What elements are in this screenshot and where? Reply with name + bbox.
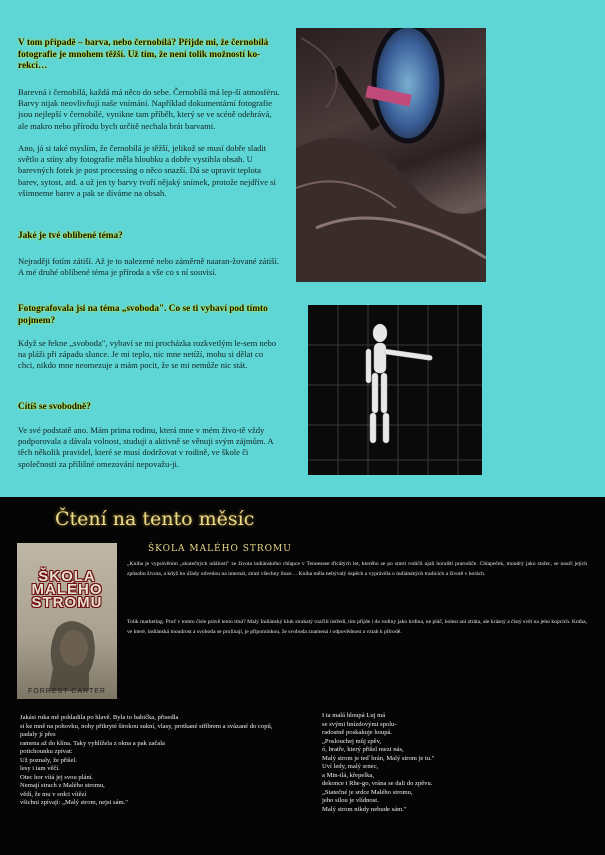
answer-3: Když se řekne „svoboda", vybaví se mi procházka rozkvetlým le-sem nebo na pláži při západu slunce. Je mi teplo, nic mne netíží, mohu si dělat co chci, nikdo mne neomezuje a mám pocit, že se mi nemůže nic stát. [18, 338, 277, 371]
question-4: Cítíš se svobodně? [18, 402, 91, 412]
question-3: Fotografovala jsi na téma „svoboda". Co se ti vybaví pod tímto pojmem? [18, 304, 268, 326]
mannequin-photo [308, 305, 482, 475]
answer-1: Barevná i černobílá, každá má něco do sebe. Černobílá má lep-ší atmosféru. Barvy nijak neovlivňují naše vnímání. Například dokumentární fotografie jsou nejlepší v černobílé, vynikne tam příběh, který se ve scéně odehrává, ale makro nebo přírodu bych určitě nechala brát barvami. [18, 87, 280, 131]
book-cover-author: FORREST CARTER [28, 688, 106, 695]
reading-heading: Čtení na tento měsíc [55, 508, 255, 530]
question-2: Jaké je tvé oblíbené téma? [18, 231, 123, 241]
mannequin-illustration [308, 305, 482, 475]
car-mirror-photo [296, 28, 486, 282]
book-cover[interactable] [17, 543, 117, 699]
book-cover-title: ŠKOLA MALÉHO STROMU [31, 568, 103, 611]
answer-2: Nejraději fotím zátiší. Až je to nalezené nebo záměrně naaran-žované zátiší. A mé druhé oblíbené téma je příroda a vše co s ní souvisí. [18, 256, 280, 278]
book-commentary: Tolik marketing. Proč v tomto čísle právě tento titul? Malý Indiánský kluk strakatý rozčilí ústředí, tím přijde i do rodiny jako hrdina, ne pláč, bolest ani ztráta, ale krásný a čistý svět na jeho kopcích. Kniha, ve které, indiánská moudrost a svoboda se prolínají, je připomínkou, že svoboda znamená i odpovědnost a vztah k přírodě. [127, 619, 587, 635]
excerpt-left: Jakási ruka mě pohladila po hlavě. Byla to babička, přisedla si ke mně na pohovku, nohy přikryté širokou sukní, vlasy, protkané stříbrem a svázané do copů, padaly jí přes ramena až do klína. Taky vyhlížela z okna a pak začala potichounku zpívat: Už poznaly, že přišel. lesy i tam věčí. Otec hor vítá jej svou plání. Nemají strach z Malého stromu, vědí, že mu v srdci vítězí všichni zpívají: „Malý strom, nejsi sám." [20, 714, 273, 807]
answer-1b: Ano, já si také myslím, že černobílá je těžší, jelikož se musí dobře sladit světlo a stíny aby fotografie měla hloubku a dobře vystihla obsah. U barevných fotek je post processing o něco snazší. Dá se upravit teplota barev, sytost, atd. a už jen ty barvy tvoří nějaký snímek, protože nejdříve si všimneme barev a pak se díváme na obsah. [18, 143, 276, 198]
question-1: V tom případě – barva, nebo černobílá? Přijde mi, že černobílá fotografie je mnohem těžší. Už tím, že není tolik možností ko-rekcí… [18, 38, 269, 71]
answer-4: Ve své podstatě ano. Mám prima rodinu, která mne v mém živo-tě vždy podporovala a dávala volnost, studuji a aktivně se věnuji svým zájmům. A těch několik pravidel, které se musí dodržovat v rodině, ve škole či společnosti za přílišné omezování nepovažu-ji. [18, 425, 274, 469]
book-description: „Kniha je vyprávěním „skutečných událostí" ze života indiánského chlapce v Tennessee třicátých let, kterého se po smrti rodičů ujali horalští prarodiče. Chlapeček, moudrý jako stařec, se naučí jejich způsobu života, a když ho úřady odvedou na internát, ztratí všechny iluze… Kniha měla nebývalý úspěch a vyprávěla o indiánských tradicích a životě v horách. [127, 561, 587, 577]
car-mirror-illustration [296, 28, 486, 282]
excerpt-right: I ta malá hloupá Luj má se svými hnízdovými spolu- radostně poskakuje houpá. „Poslouchej můj zpěv, ó, bratře, který přišel mezi nás, Malý strom je teď brán, Malý strom je tu." Uví ledy, malý srnec, a Min-ilá, křepelka, dekonce i Rhe-go, vrána se dali do zpěvu. „Statečné je srdce Malého stromu, jeho silou je vlídnost. Malý strom nikdy nebude sám." [322, 712, 435, 814]
book-title-label: ŠKOLA MALÉHO STROMU [148, 544, 292, 554]
boy-portrait-illustration [17, 543, 117, 699]
